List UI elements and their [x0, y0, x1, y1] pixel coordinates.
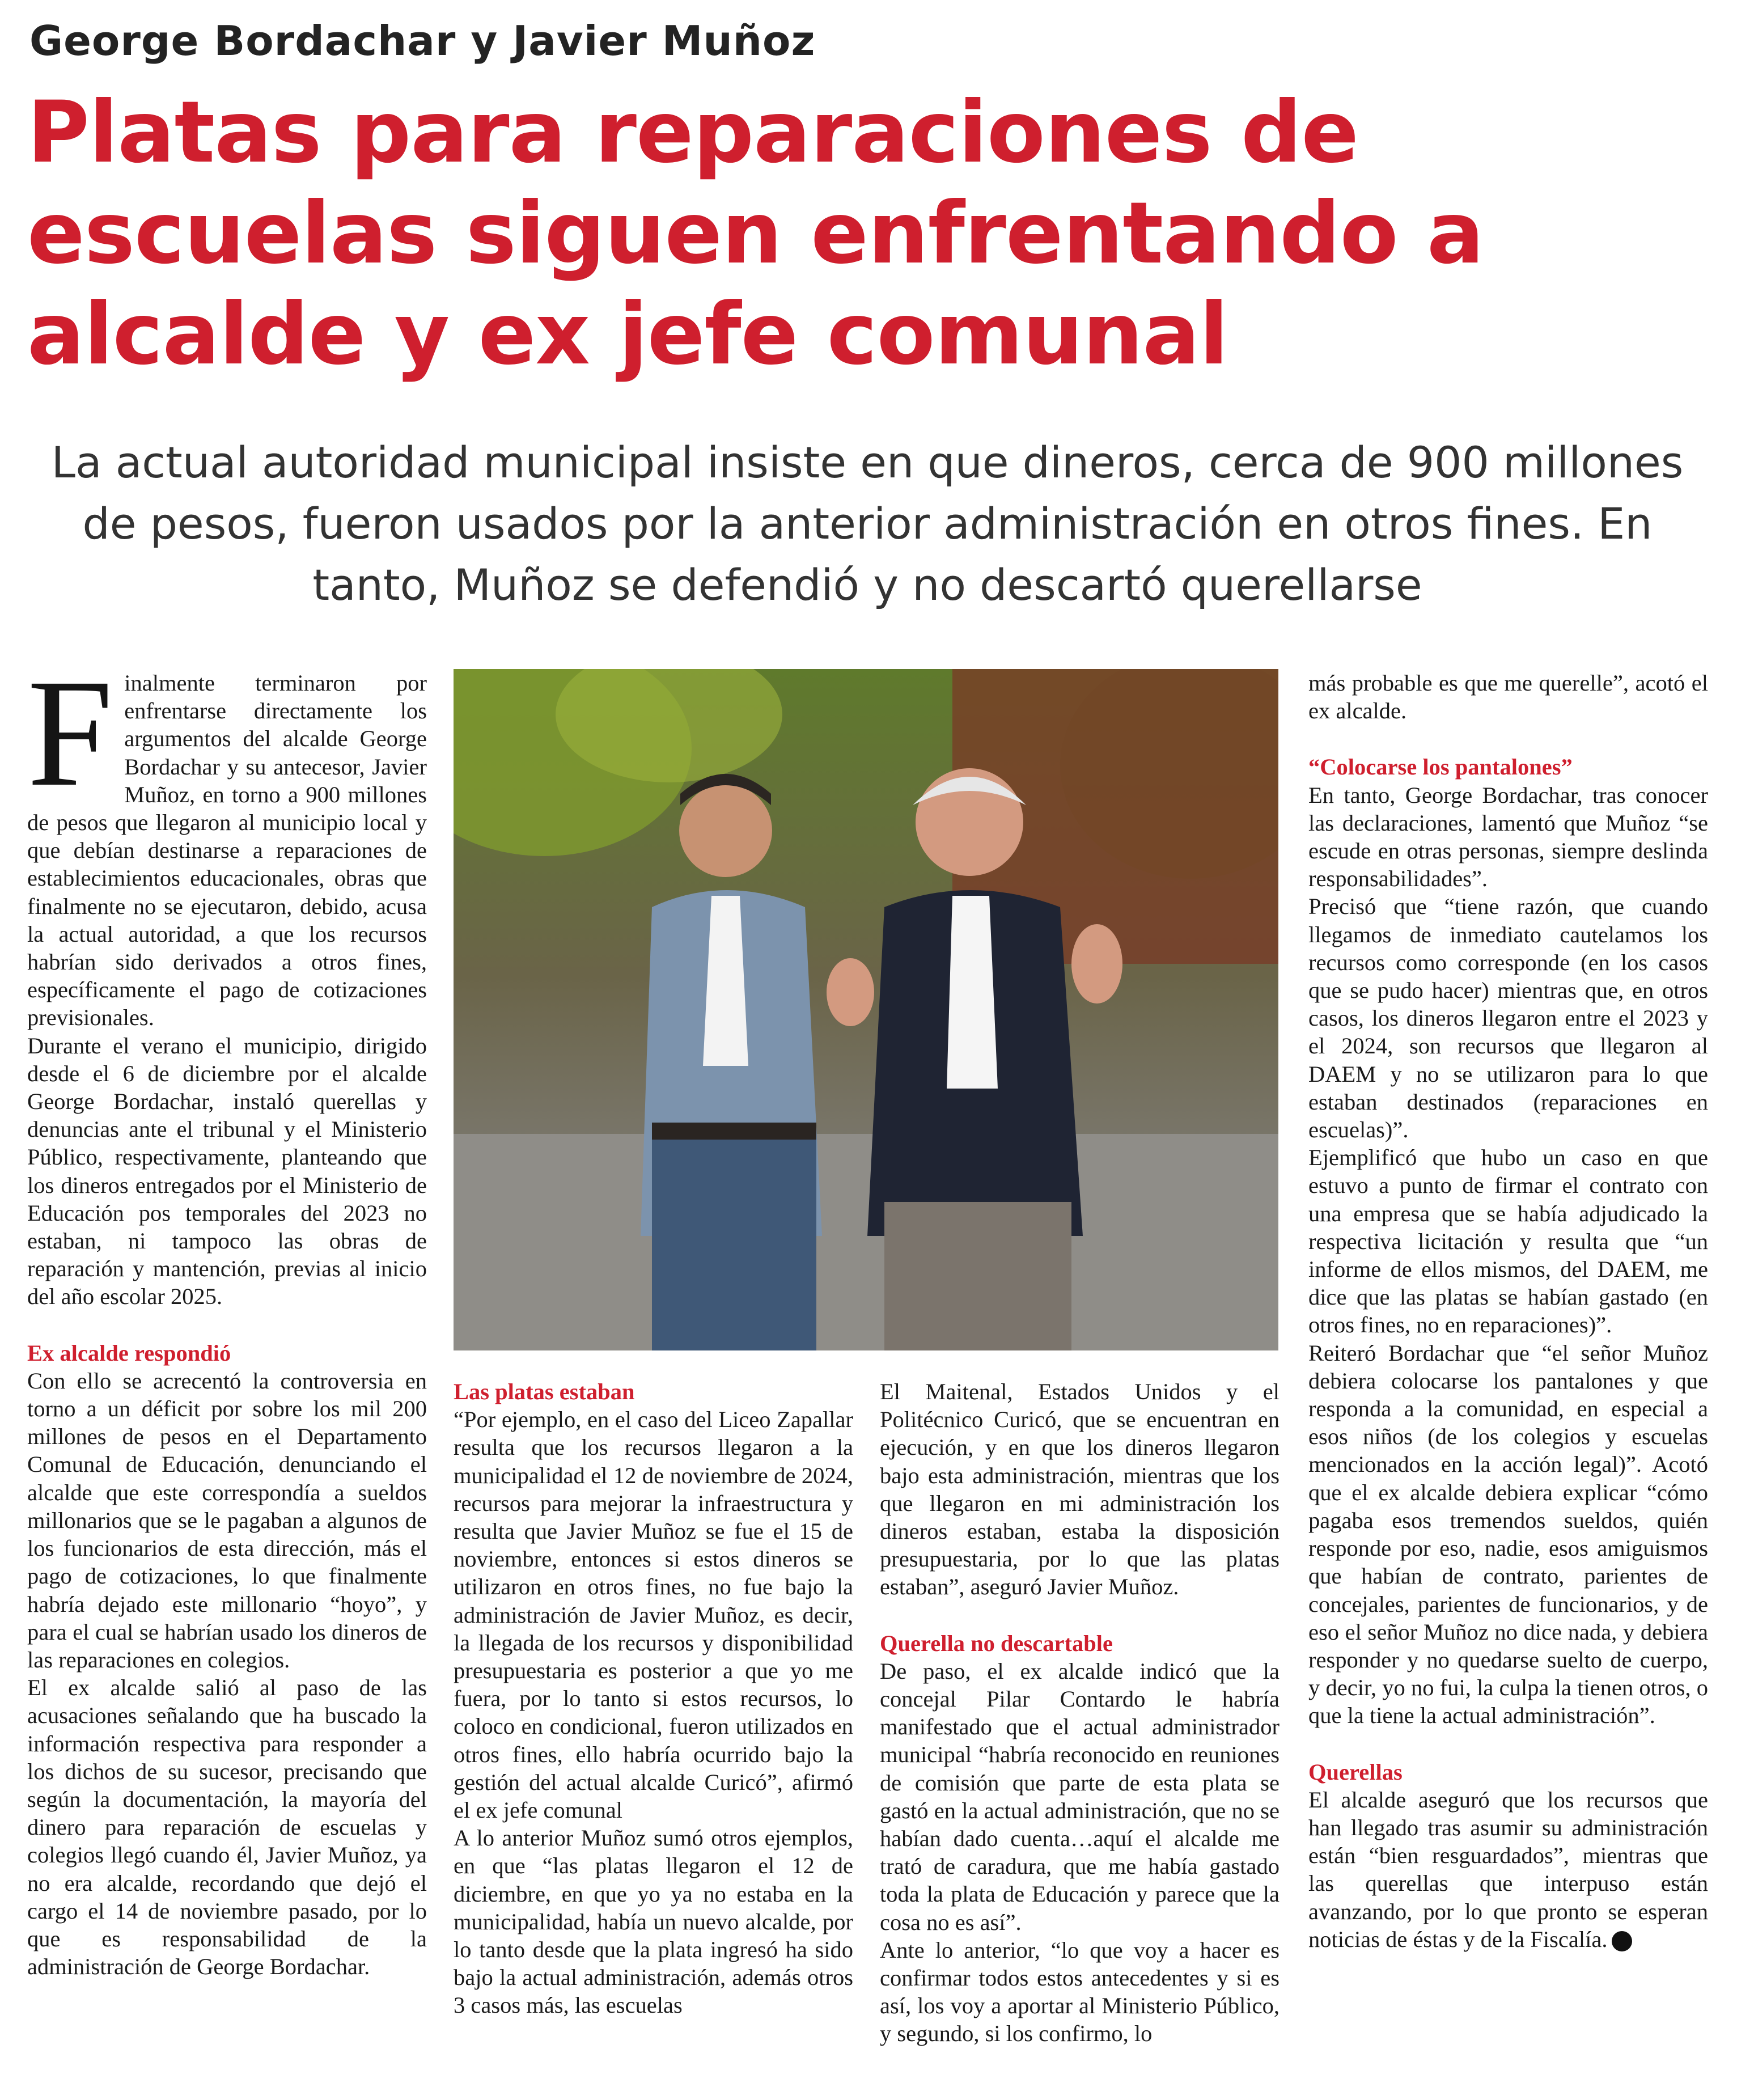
body-paragraph: Con ello se acrecentó la controversia en torno a un déficit por sobre los mil 200 millones de pesos en el Departamento Comunal de Educación, denunciando el alcalde que este correspondía a sueldos millonarios que se le pagaban a algunos de los funcionarios de esta dirección, más el pago de cotizaciones, lo que finalmente habría dejado este millonario “hoyo”, y para el cual se habrían usado los dineros de las reparaciones en colegios.	[27, 1367, 427, 1673]
body-paragraph-final	[1308, 1786, 1708, 1953]
subheading-querella: Querella no descartable	[880, 1630, 1113, 1656]
article-kicker: George Bordachar y Javier Muñoz	[29, 17, 816, 65]
column-4	[1308, 669, 1708, 1953]
subheading-pantalones: “Colocarse los pantalones”	[1308, 754, 1573, 780]
subheading-platas: Las platas estaban	[454, 1379, 635, 1404]
end-mark-icon	[1612, 1931, 1632, 1951]
body-paragraph: Precisó que “tiene razón, que cuando llegamos de inmediato cautelamos los recursos como corresponde (en los casos que se pudo hacer) mientras que, en otros casos, los dineros llegaron entre el 2023 y el 2024, son recursos que llegaron al DAEM y no se utilizaron para lo que estaban destinados (reparaciones en escuelas)”.	[1308, 894, 1708, 1143]
body-paragraph: De paso, el ex alcalde indicó que la concejal Pilar Contardo le habría manifestado que el actual administrador municipal “habría reconocido en reuniones de comisión que parte de esta plata se gastó en la actual administración, que no se habían dado cuenta…aquí el alcalde me trató de caradura, que me había gastado toda la plata de Educación y parece que la cosa no es así”.	[880, 1658, 1280, 1935]
body-paragraph: El ex alcalde salió al paso de las acusaciones señalando que ha buscado la información respectiva para responder a los dichos de su sucesor, precisando que según la documentación, la mayoría del dinero para reparación de escuelas y colegios llegó cuando él, Javier Muñoz, ya no era alcalde, recordando que dejó el cargo el 14 de noviembre pasado, por lo que es responsabilidad de la administración de George Bordachar.	[27, 1675, 427, 1980]
body-paragraph: Ante lo anterior, “lo que voy a hacer es confirmar todos estos antecedentes y si es así, los voy a aportar al Ministerio Público, y segundo, si los confirmo, lo	[880, 1937, 1280, 2047]
body-paragraph: inalmente terminaron por enfrentarse directamente los argumentos del alcalde George Bordachar y su antecesor, Javier Muñoz, en torno a 900 millones de pesos que llegaron al municipio local y que debían destinarse a reparaciones de establecimientos educacionales, obras que finalmente no se ejecutaron, debido, acusa la actual autoridad, a que los recursos habrían sido derivados a otros fines, específicamente el pago de cotizaciones previsionales.	[27, 670, 427, 1031]
subheading-ex-alcalde: Ex alcalde respondió	[27, 1340, 231, 1366]
body-paragraph: Ejemplificó que hubo un caso en que estuvo a punto de firmar el contrato con una empresa que se había adjudicado la respectiva licitación y resulta que “un informe de ellos mismos, del DAEM, me dice que las platas se habían gastado (en otros fines, no en reparaciones)”.	[1308, 1145, 1708, 1338]
body-paragraph: En tanto, George Bordachar, tras conocer las declaraciones, lamentó que Muñoz “se escude en otras personas, siempre deslinda responsabilidades”.	[1308, 782, 1708, 892]
article-headline: Platas para reparaciones de escuelas siguen enfrentando a alcalde y ex jefe comunal	[27, 83, 1484, 384]
article-deck: La actual autoridad municipal insiste en que dineros, cerca de 900 millones de pesos, fueron usados por la anterior administración en otros fines. En tanto, Muñoz se defendió y no descartó querellarse	[51, 437, 1684, 610]
body-paragraph: Reiteró Bordachar que “el señor Muñoz debiera colocarse los pantalones y que responda a la comunidad, en especial a esos niños (de los colegios y escuelas mencionados en la acción legal)”. Acotó que el ex alcalde debiera explicar “cómo pagaba esos tremendos sueldos, quién responde por eso, nadie, esos amiguismos que habían de contrato, parientes de concejales, parientes de funcionarios, y de eso el señor Muñoz no dice nada, y debiera responder y no quedarse suelto de cuerpo, y decir, yo no fui, la culpa la tienen otros, o que la tiene la actual administración”.	[1308, 1340, 1708, 1729]
column-2	[454, 1378, 853, 2019]
final-text: El alcalde aseguró que los recursos que han llegado tras asumir su administración están “bien resguardados”, mientras que las querellas que interpuso están avanzando, por lo que pronto se esperan noticias de éstas y de la Fiscalía.	[1308, 1786, 1708, 1952]
column-1	[27, 647, 427, 1980]
body-paragraph: El Maitenal, Estados Unidos y el Politécnico Curicó, que se encuentran en ejecución, y en que los dineros llegaron bajo esta administración, mientras que los que llegaron en mi administración los dineros estaban, estaba la disposición presupuestaria, por lo que las platas estaban”, aseguró Javier Muñoz.	[880, 1379, 1280, 1600]
body-paragraph: “Por ejemplo, en el caso del Liceo Zapallar resulta que los recursos llegaron a la municipalidad el 12 de noviembre de 2024, recursos para mejorar la infraestructura y resulta que Javier Muñoz se fue el 15 de noviembre, entonces si estos dineros se utilizaron en otros fines, no fue bajo la administración de Javier Muñoz, es decir, la llegada de los recursos y disponibilidad presupuestaria es posterior a que yo me fuera, por lo tanto si estos recursos, lo coloco en condicional, fueron utilizados en otros fines, ello habría ocurrido bajo la gestión del actual alcalde Curicó”, afirmó el ex jefe comunal	[454, 1407, 853, 1823]
subheading-querellas: Querellas	[1308, 1759, 1403, 1785]
body-paragraph: Durante el verano el municipio, dirigido desde el 6 de diciembre por el alcalde George Bordachar, instaló querellas y denuncias ante el tribunal y el Ministerio Público, respectivamente, planteando que los dineros entregados por el Ministerio de Educación pos temporales del 2023 no estaban, ni tampoco las obras de reparación y mantención, previas al inicio del año escolar 2025.	[27, 1032, 427, 1310]
body-paragraph: más probable es que me querelle”, acotó el ex alcalde.	[1308, 670, 1708, 724]
column-3	[880, 1378, 1280, 2048]
article-photo	[454, 669, 1278, 1350]
body-paragraph: A lo anterior Muñoz sumó otros ejemplos, en que “las platas llegaron el 12 de diciembre, en que yo ya no estaba en la municipalidad, había un nuevo alcalde, por lo tanto desde que la plata ingresó ha sido bajo la actual administración, además otros 3 casos más, las escuelas	[454, 1825, 853, 2018]
drop-cap: F	[27, 647, 113, 818]
